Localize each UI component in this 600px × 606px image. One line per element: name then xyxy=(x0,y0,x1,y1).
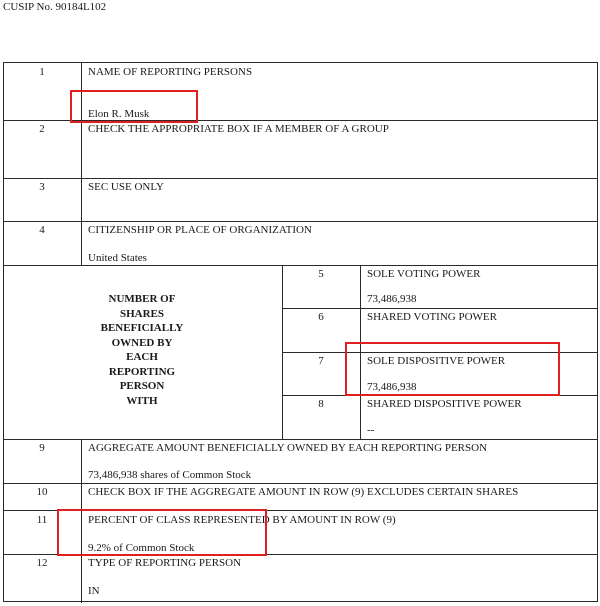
column-divider xyxy=(282,265,283,439)
row-number: 10 xyxy=(36,486,48,498)
row-label: SHARED VOTING POWER xyxy=(367,311,497,323)
row-number: 4 xyxy=(39,224,45,236)
reporting-person-name: Elon R. Musk xyxy=(88,108,150,120)
label-line: EACH xyxy=(126,351,158,363)
row-number: 5 xyxy=(318,268,324,280)
row-divider xyxy=(282,308,597,309)
row-label: CITIZENSHIP OR PLACE OF ORGANIZATION xyxy=(88,224,312,236)
row-label: SOLE DISPOSITIVE POWER xyxy=(367,355,506,367)
highlight-box-percent xyxy=(57,509,267,556)
shared-voting-power-value: -- xyxy=(367,337,375,349)
sole-dispositive-power-value: 73,486,938 xyxy=(367,381,417,393)
shares-owned-label xyxy=(82,292,202,408)
label-line: NUMBER OF xyxy=(108,293,176,305)
row-label: TYPE OF REPORTING PERSON xyxy=(88,557,242,569)
row-divider xyxy=(4,178,597,179)
row-number: 8 xyxy=(318,398,324,410)
row-divider xyxy=(4,439,597,440)
row-divider xyxy=(4,221,597,222)
row-divider xyxy=(4,265,597,266)
row-label: NAME OF REPORTING PERSONS xyxy=(88,66,253,78)
shared-dispositive-power-value: -- xyxy=(367,424,375,436)
label-line: SHARES xyxy=(119,307,165,320)
label-line: PERSON xyxy=(119,380,165,392)
row-number: 2 xyxy=(39,123,45,135)
row-number: 11 xyxy=(36,514,48,526)
aggregate-amount-value: 73,486,938 shares of Common Stock xyxy=(88,469,252,481)
row-label: PERCENT OF CLASS REPRESENTED BY AMOUNT IN ROW (9) xyxy=(88,514,396,526)
row-label: SOLE VOTING POWER xyxy=(367,268,481,280)
row-label: CHECK BOX IF THE AGGREGATE AMOUNT IN ROW (9) EXCLUDES CERTAIN SHARES xyxy=(88,486,519,498)
row-label: SHARED DISPOSITIVE POWER xyxy=(367,398,522,410)
label-line: BENEFICIALLY xyxy=(100,322,184,334)
row-number: 9 xyxy=(39,442,45,454)
label-line: WITH xyxy=(126,394,158,407)
citizenship-value: United States xyxy=(88,252,147,264)
row-number: 3 xyxy=(39,181,45,193)
row-number: 7 xyxy=(318,355,324,367)
row-number: 6 xyxy=(318,311,324,323)
person-type-value: IN xyxy=(88,585,100,597)
row-number: 1 xyxy=(39,66,45,78)
row-number: 12 xyxy=(36,557,48,569)
highlight-box-name xyxy=(70,90,198,123)
row-divider xyxy=(4,483,597,484)
highlight-box-dispositive xyxy=(345,342,560,396)
row-label: AGGREGATE AMOUNT BENEFICIALLY OWNED BY EACH REPORTING PERSON xyxy=(88,442,488,454)
label-line: OWNED BY xyxy=(111,336,173,349)
label-line: REPORTING xyxy=(108,365,176,378)
sole-voting-power-value: 73,486,938 xyxy=(367,293,417,305)
cusip-number: CUSIP No. 90184L102 xyxy=(3,1,107,13)
percent-of-class-value: 9.2% of Common Stock xyxy=(88,542,195,554)
row-label: SEC USE ONLY xyxy=(88,181,164,193)
row-label: CHECK THE APPROPRIATE BOX IF A MEMBER OF A GROUP xyxy=(88,123,389,135)
